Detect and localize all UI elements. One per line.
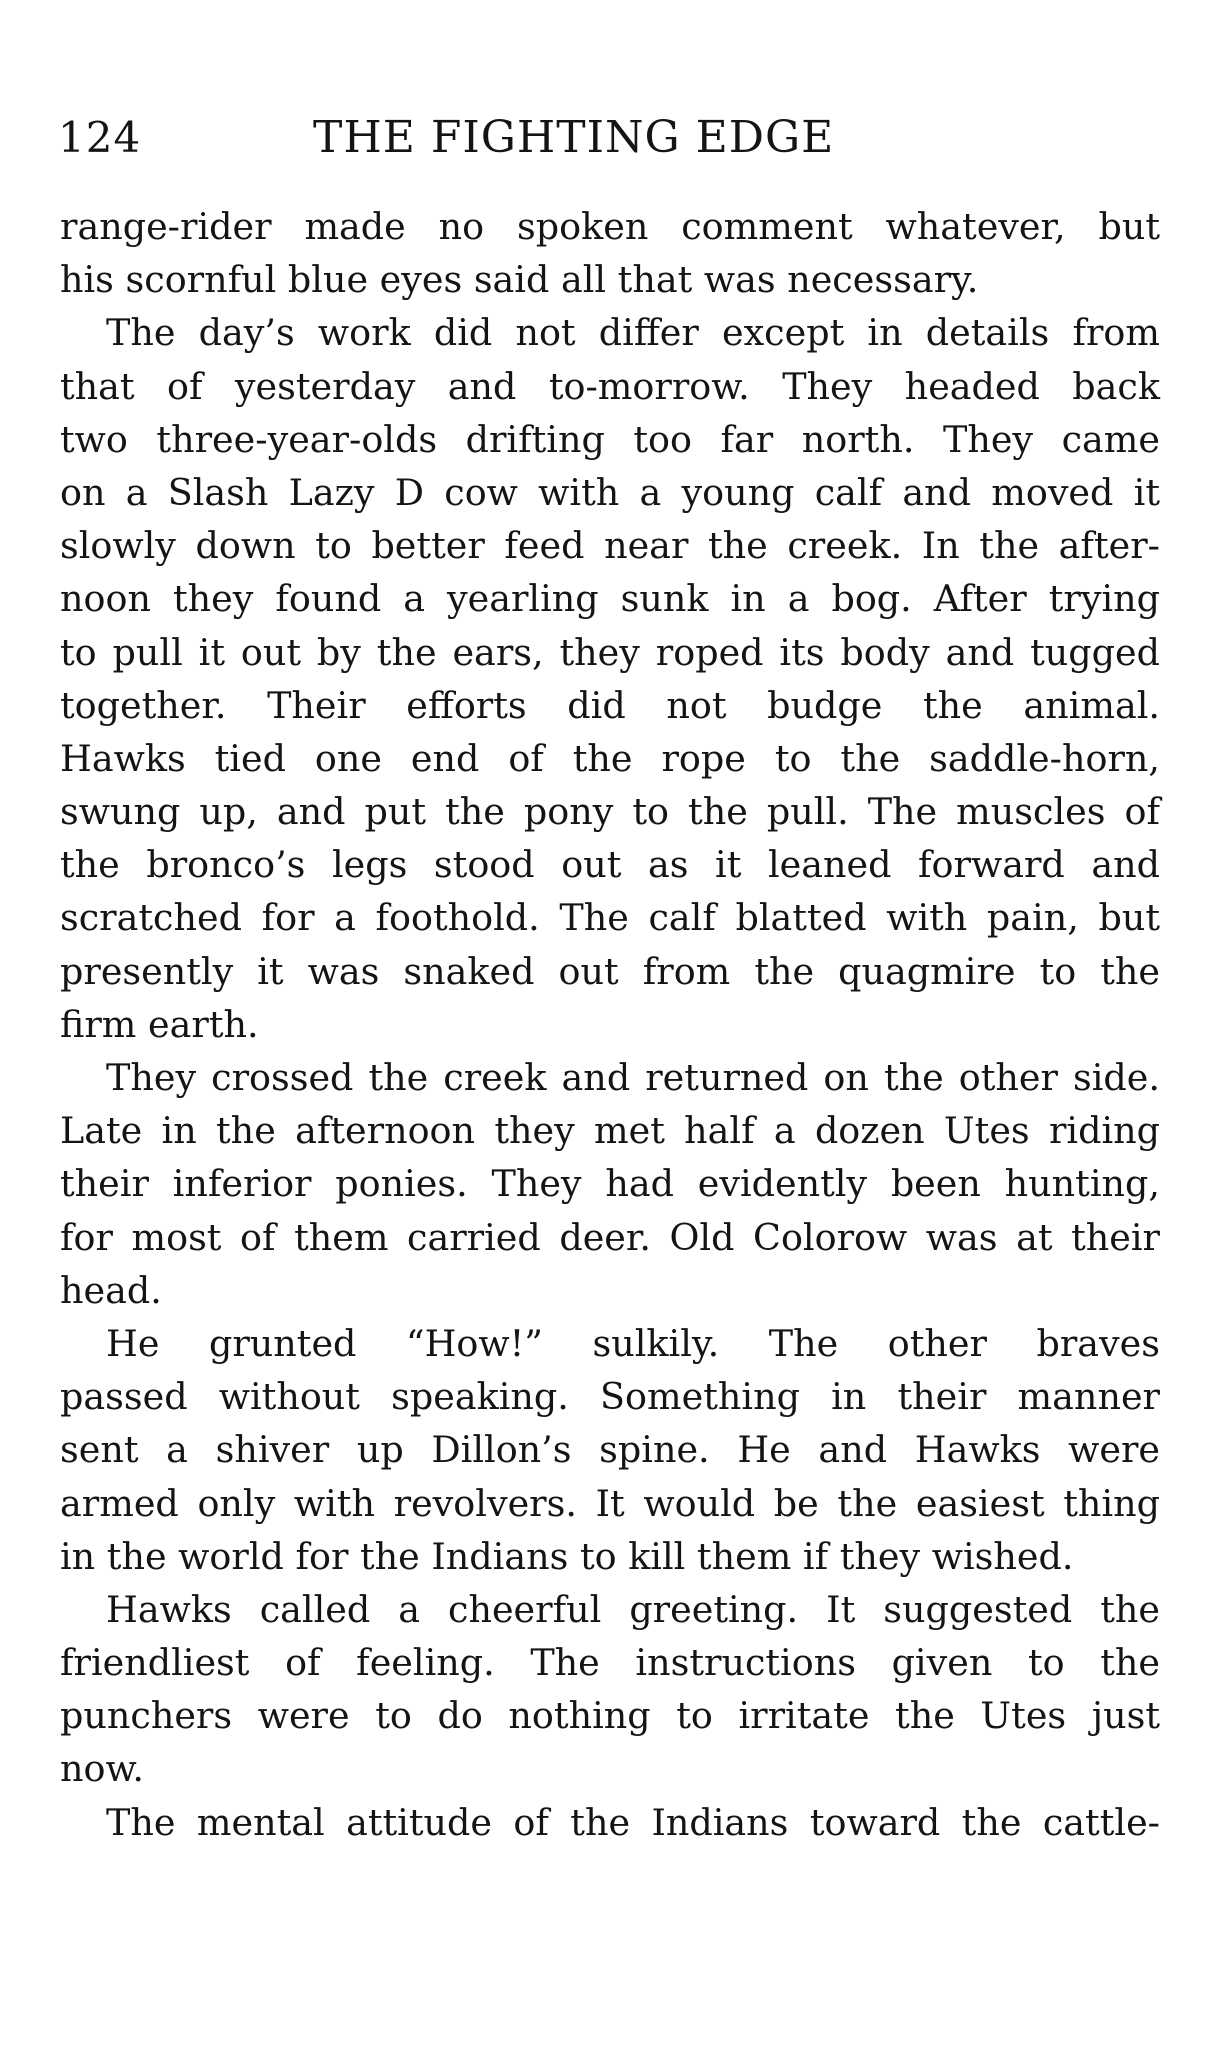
- text-line: swung up, and put the pony to the pull. The muscles of: [60, 790, 1160, 834]
- text-line: together. Their efforts did not budge the animal.: [60, 683, 1160, 727]
- text-line: to pull it out by the ears, they roped its body and tugged: [60, 630, 1160, 674]
- text-line: Hawks tied one end of the rope to the saddle-horn,: [60, 736, 1160, 780]
- text-line: They crossed the creek and returned on the other side.: [106, 1056, 1160, 1099]
- text-line: in the world for the Indians to kill them if they wished.: [60, 1534, 1074, 1578]
- text-line: The day’s work did not differ except in details from: [106, 311, 1160, 355]
- text-line: that of yesterday and to-morrow. They headed back: [60, 364, 1160, 408]
- text-line: their inferior ponies. They had evidently been hunting,: [60, 1162, 1160, 1206]
- text-line: He grunted “How!” sulkily. The other braves: [106, 1321, 1160, 1365]
- text-line: noon they found a yearling sunk in a bog. After trying: [60, 577, 1160, 621]
- text-line: Hawks called a cheerful greeting. It suggested the: [106, 1587, 1160, 1631]
- text-line: Late in the afternoon they met half a dozen Utes riding: [60, 1109, 1160, 1153]
- text-line: armed only with revolvers. It would be the easiest thing: [60, 1481, 1160, 1525]
- text-line: on a Slash Lazy D cow with a young calf and moved it: [60, 470, 1160, 514]
- running-title: THE FIGHTING EDGE: [313, 112, 835, 163]
- text-line: the bronco’s legs stood out as it leaned forward and: [60, 843, 1160, 887]
- page-header: [58, 108, 1158, 168]
- text-line: now.: [60, 1747, 144, 1791]
- text-line: friendliest of feeling. The instructions given to the: [60, 1641, 1160, 1685]
- body-text: [60, 200, 1160, 1849]
- text-line: range-rider made no spoken comment whatever, but: [60, 205, 1160, 248]
- page-number: 124: [58, 113, 142, 162]
- text-line: his scornful blue eyes said all that was necessary.: [60, 258, 979, 302]
- text-line: for most of them carried deer. Old Colorow was at their: [60, 1215, 1160, 1259]
- text-line: presently it was snaked out from the quagmire to the: [60, 949, 1160, 993]
- text-line: firm earth.: [60, 1002, 259, 1046]
- text-line: slowly down to better feed near the creek. In the after-: [60, 524, 1160, 568]
- text-line: two three-year-olds drifting too far north. They came: [60, 417, 1160, 461]
- text-line: passed without speaking. Something in their manner: [60, 1375, 1160, 1419]
- text-line: The mental attitude of the Indians toward the cattle-: [106, 1800, 1160, 1844]
- text-line: scratched for a foothold. The calf blatted with pain, but: [60, 896, 1160, 940]
- text-line: punchers were to do nothing to irritate the Utes just: [60, 1694, 1160, 1738]
- text-line: head.: [60, 1268, 162, 1312]
- text-line: sent a shiver up Dillon’s spine. He and Hawks were: [60, 1428, 1160, 1472]
